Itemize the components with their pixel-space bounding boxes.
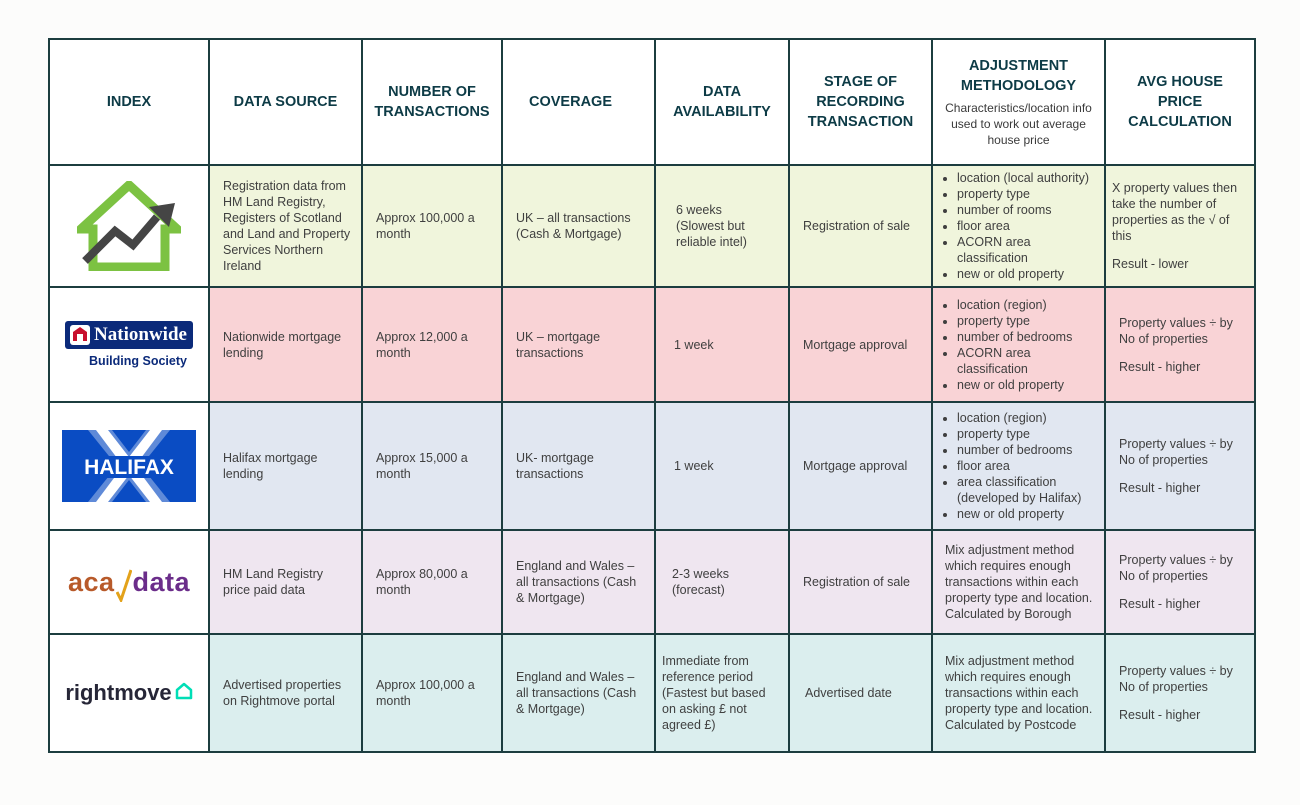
halifax-logo-text: HALIFAX [84, 456, 174, 479]
method-item: • property type [957, 426, 1096, 442]
calc-result: Result - higher [1119, 597, 1201, 611]
table-row [49, 402, 1255, 530]
availability-cell: 1 week [655, 287, 789, 402]
method-item: • floor area [957, 458, 1096, 474]
comparison-table [48, 38, 1256, 753]
stage-cell: Mortgage approval [789, 287, 932, 402]
header-adjustment-sub: Characteristics/location info used to work out average house price [945, 101, 1092, 147]
transactions-cell: Approx 12,000 a month [362, 287, 502, 402]
coverage-cell: UK – mortgage transactions [502, 287, 655, 402]
rightmove-house-icon [175, 682, 193, 700]
availability-cell: 1 week [655, 402, 789, 530]
method-cell [932, 287, 1105, 402]
acadata-logo [49, 530, 209, 634]
method-item: • floor area [957, 218, 1096, 234]
halifax-x-icon [62, 430, 196, 502]
calc-result: Result - lower [1112, 257, 1189, 271]
method-cell: Mix adjustment method which requires enough transactions within each property type and location. Calculated by Postcode [932, 634, 1105, 752]
header-transactions: NUMBER OF TRANSACTIONS [362, 39, 502, 165]
method-cell: Mix adjustment method which requires enough transactions within each property type and location. Calculated by Borough [932, 530, 1105, 634]
transactions-cell: Approx 100,000 a month [362, 165, 502, 287]
method-item: • area classification (developed by Halifax) [957, 474, 1096, 506]
method-item: • location (local authority) [957, 170, 1096, 186]
availability-cell: Immediate from reference period (Fastest but based on asking £ not agreed £) [655, 634, 789, 752]
method-item: • ACORN area classification [957, 234, 1096, 266]
header-data-source: DATA SOURCE [209, 39, 362, 165]
availability-line: 6 weeks [676, 203, 722, 217]
rightmove-logo-text: rightmove [65, 680, 172, 705]
source-cell: Registration data from HM Land Registry, Registers of Scotland and Land and Property Services Northern Ireland [209, 165, 362, 287]
stage-cell: Advertised date [789, 634, 932, 752]
calc-cell [1105, 634, 1255, 752]
table-row [49, 287, 1255, 402]
method-item: • location (region) [957, 410, 1096, 426]
method-list [941, 297, 1096, 393]
method-item: • location (region) [957, 297, 1096, 313]
method-item: • number of bedrooms [957, 329, 1096, 345]
rightmove-logo [49, 634, 209, 752]
method-list [941, 410, 1096, 522]
method-item: • number of bedrooms [957, 442, 1096, 458]
header-avg-calc: AVG HOUSE PRICE CALCULATION [1105, 39, 1255, 165]
source-cell: HM Land Registry price paid data [209, 530, 362, 634]
coverage-cell: England and Wales – all transactions (Cash & Mortgage) [502, 530, 655, 634]
method-list [941, 170, 1096, 282]
calc-main: Property values ÷ by No of properties [1119, 437, 1233, 467]
availability-cell [655, 165, 789, 287]
source-cell: Nationwide mortgage lending [209, 287, 362, 402]
method-item: • number of rooms [957, 202, 1096, 218]
acadata-check-icon [116, 568, 132, 602]
house-graph-logo [49, 165, 209, 287]
nationwide-logo-sub: Building Society [89, 353, 187, 368]
method-item: • property type [957, 186, 1096, 202]
table-row [49, 530, 1255, 634]
source-cell: Advertised properties on Rightmove portal [209, 634, 362, 752]
method-cell [932, 402, 1105, 530]
table-row [49, 165, 1255, 287]
calc-result: Result - higher [1119, 359, 1201, 374]
calc-cell [1105, 287, 1255, 402]
coverage-cell: UK- mortgage transactions [502, 402, 655, 530]
header-adjustment-title: ADJUSTMENT METHODOLOGY [960, 58, 1077, 94]
header-index: INDEX [49, 39, 209, 165]
calc-main: Property values ÷ by No of properties [1119, 664, 1233, 694]
method-item: • new or old property [957, 377, 1096, 393]
nationwide-emblem-icon [69, 324, 91, 346]
stage-cell: Registration of sale [789, 530, 932, 634]
coverage-cell: England and Wales – all transactions (Cash & Mortgage) [502, 634, 655, 752]
calc-main: Property values ÷ by No of properties [1119, 315, 1233, 346]
stage-cell: Registration of sale [789, 165, 932, 287]
coverage-cell: UK – all transactions (Cash & Mortgage) [502, 165, 655, 287]
source-cell: Halifax mortgage lending [209, 402, 362, 530]
availability-note: (Slowest but reliable intel) [676, 219, 747, 249]
transactions-cell: Approx 100,000 a month [362, 634, 502, 752]
header-coverage: COVERAGE [502, 39, 655, 165]
transactions-cell: Approx 15,000 a month [362, 402, 502, 530]
method-item: • new or old property [957, 266, 1096, 282]
nationwide-logo-text: Nationwide [94, 323, 187, 345]
halifax-logo [49, 402, 209, 530]
calc-result: Result - higher [1119, 481, 1201, 495]
method-cell [932, 165, 1105, 287]
nationwide-logo [49, 287, 209, 402]
header-availability: DATA AVAILABILITY [655, 39, 789, 165]
calc-main: Property values ÷ by No of properties [1119, 553, 1233, 583]
table-row [49, 634, 1255, 752]
calc-cell [1105, 402, 1255, 530]
calc-main: X property values then take the number of properties as the √ of this [1112, 181, 1238, 243]
stage-cell: Mortgage approval [789, 402, 932, 530]
calc-cell [1105, 165, 1255, 287]
method-item: • property type [957, 313, 1096, 329]
calc-result: Result - higher [1119, 708, 1201, 722]
house-graph-icon [77, 181, 181, 271]
method-item: • ACORN area classification [957, 345, 1096, 377]
header-adjustment [932, 39, 1105, 165]
availability-cell: 2-3 weeks (forecast) [655, 530, 789, 634]
transactions-cell: Approx 80,000 a month [362, 530, 502, 634]
method-item: • new or old property [957, 506, 1096, 522]
header-stage: STAGE OF RECORDING TRANSACTION [789, 39, 932, 165]
header-row [49, 39, 1255, 165]
acadata-logo-text-b: data [132, 567, 191, 597]
acadata-logo-text-a: aca [67, 567, 115, 597]
calc-cell [1105, 530, 1255, 634]
